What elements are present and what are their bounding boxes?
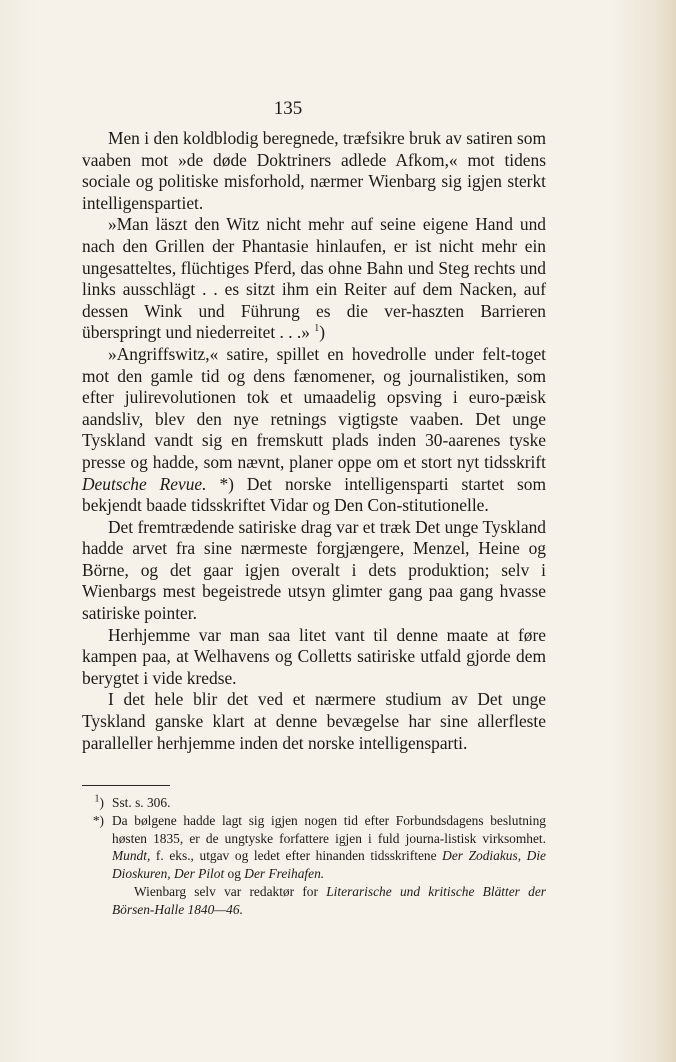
italic-text: Der Freihafen. bbox=[244, 866, 325, 882]
text-run: Herhjemme var man saa litet vant til denne maate at føre kampen paa, at Welhavens og Colletts satiriske utfald gjorde dem berygtet i vide kredse. bbox=[82, 624, 546, 688]
footnote-paragraph bbox=[112, 883, 546, 919]
footnotes bbox=[82, 794, 546, 919]
text-run: Da bølgene hadde lagt sig igjen nogen tid efter Forbundsdagens beslutning høsten 1835, er de ungtyske forfattere igjen i fuld journa-listisk virksomhet. bbox=[112, 812, 546, 846]
text-run: I det hele blir det ved et nærmere studium av Det unge Tyskland ganske klart at denne bevægelse har sine allerfleste paralleller herhjemme inden det norske intelligensparti. bbox=[82, 689, 546, 753]
footnote-mark-tail: ) bbox=[99, 795, 104, 810]
text-run: Sst. s. 306. bbox=[112, 795, 171, 810]
paragraph-p2 bbox=[82, 214, 546, 344]
text-run: og bbox=[224, 866, 245, 882]
footnote-fn2 bbox=[82, 812, 546, 919]
paragraph-p6 bbox=[82, 689, 546, 754]
footnote-mark-number: 1 bbox=[94, 793, 100, 805]
text-run: f. eks., utgav og ledet efter hinanden tidsskriftene bbox=[150, 848, 443, 864]
paragraph-p5 bbox=[82, 625, 546, 690]
page-number: 135 bbox=[273, 98, 303, 119]
italic-text: Literarische und kritische Blätter der Börsen-Halle 1840—46. bbox=[112, 883, 546, 917]
paragraph-p1 bbox=[82, 128, 546, 214]
footnote-rule bbox=[82, 785, 170, 786]
italic-text: Mundt, bbox=[112, 848, 151, 864]
italic-text: Deutsche Revue. bbox=[82, 473, 207, 494]
footnote-paragraph bbox=[112, 812, 546, 883]
footnote-body bbox=[112, 812, 546, 919]
text-run: Wienbarg selv var redaktør for bbox=[134, 883, 327, 899]
italic-text: Der Zodiakus, Die Dioskuren, Der Pilot bbox=[112, 848, 546, 882]
footnote-paragraph bbox=[112, 794, 546, 812]
body-text bbox=[82, 128, 546, 754]
text-run: »Man läszt den Witz nicht mehr auf seine eigene Hand und nach den Grillen der Phantasie hinlaufen, er ist nicht mehr ein ungesatteltes, flüchtiges Pferd, das ohne Bahn und Steg rechts und links ausschlägt . . es sitzt ihm ein Reiter auf dem Nacken, auf dessen Wink und Führung es die ver-haszten Barrieren überspringt und niederreitet . . .» bbox=[82, 214, 546, 343]
paragraph-p4 bbox=[82, 517, 546, 625]
paragraph-p3 bbox=[82, 344, 546, 517]
footnote-ref: 1 bbox=[314, 323, 320, 335]
text-run: Men i den koldblodig beregnede, træfsikre bruk av satiren som vaaben mot »de døde Doktriners adlede Afkom,« mot tidens sociale og politiske misforhold, nærmer Wienbarg sig igjen sterkt intelligenspartiet. bbox=[82, 128, 546, 213]
footnote-mark bbox=[82, 794, 112, 812]
text-run: Det fremtrædende satiriske drag var et træk Det unge Tyskland hadde arvet fra sine nærmeste forgjængere, Menzel, Heine og Börne, og det gaar igjen overalt i dets produktion; selv i Wienbargs mest begeistrede utsyn glimter gang paa gang hvasse satiriske pointer. bbox=[82, 516, 546, 624]
footnote-fn1 bbox=[82, 794, 546, 812]
text-run: »Angriffswitz,« satire, spillet en hovedrolle under felt-toget mot den gamle tid og dens fænomener, og journalistiken, som efter julirevolutionen tok et umaadelig opsving i euro-pæisk aandsliv, blev den nye retnings vigtigste vaaben. Det unge Tyskland vandt sig en fremskutt plads inden 30-aarenes tyske presse og hadde, som nævnt, planer oppe om et stort nyt tidsskrift bbox=[82, 343, 546, 472]
footnote-mark bbox=[82, 812, 112, 919]
text-run: *) Det norske intelligensparti startet som bekjendt baade tidsskriftet Vidar og Den Con-stitutionelle. bbox=[82, 473, 546, 516]
footnote-body bbox=[112, 794, 546, 812]
text-run: ) bbox=[319, 322, 326, 343]
footnote-mark-tail: *) bbox=[92, 812, 104, 828]
